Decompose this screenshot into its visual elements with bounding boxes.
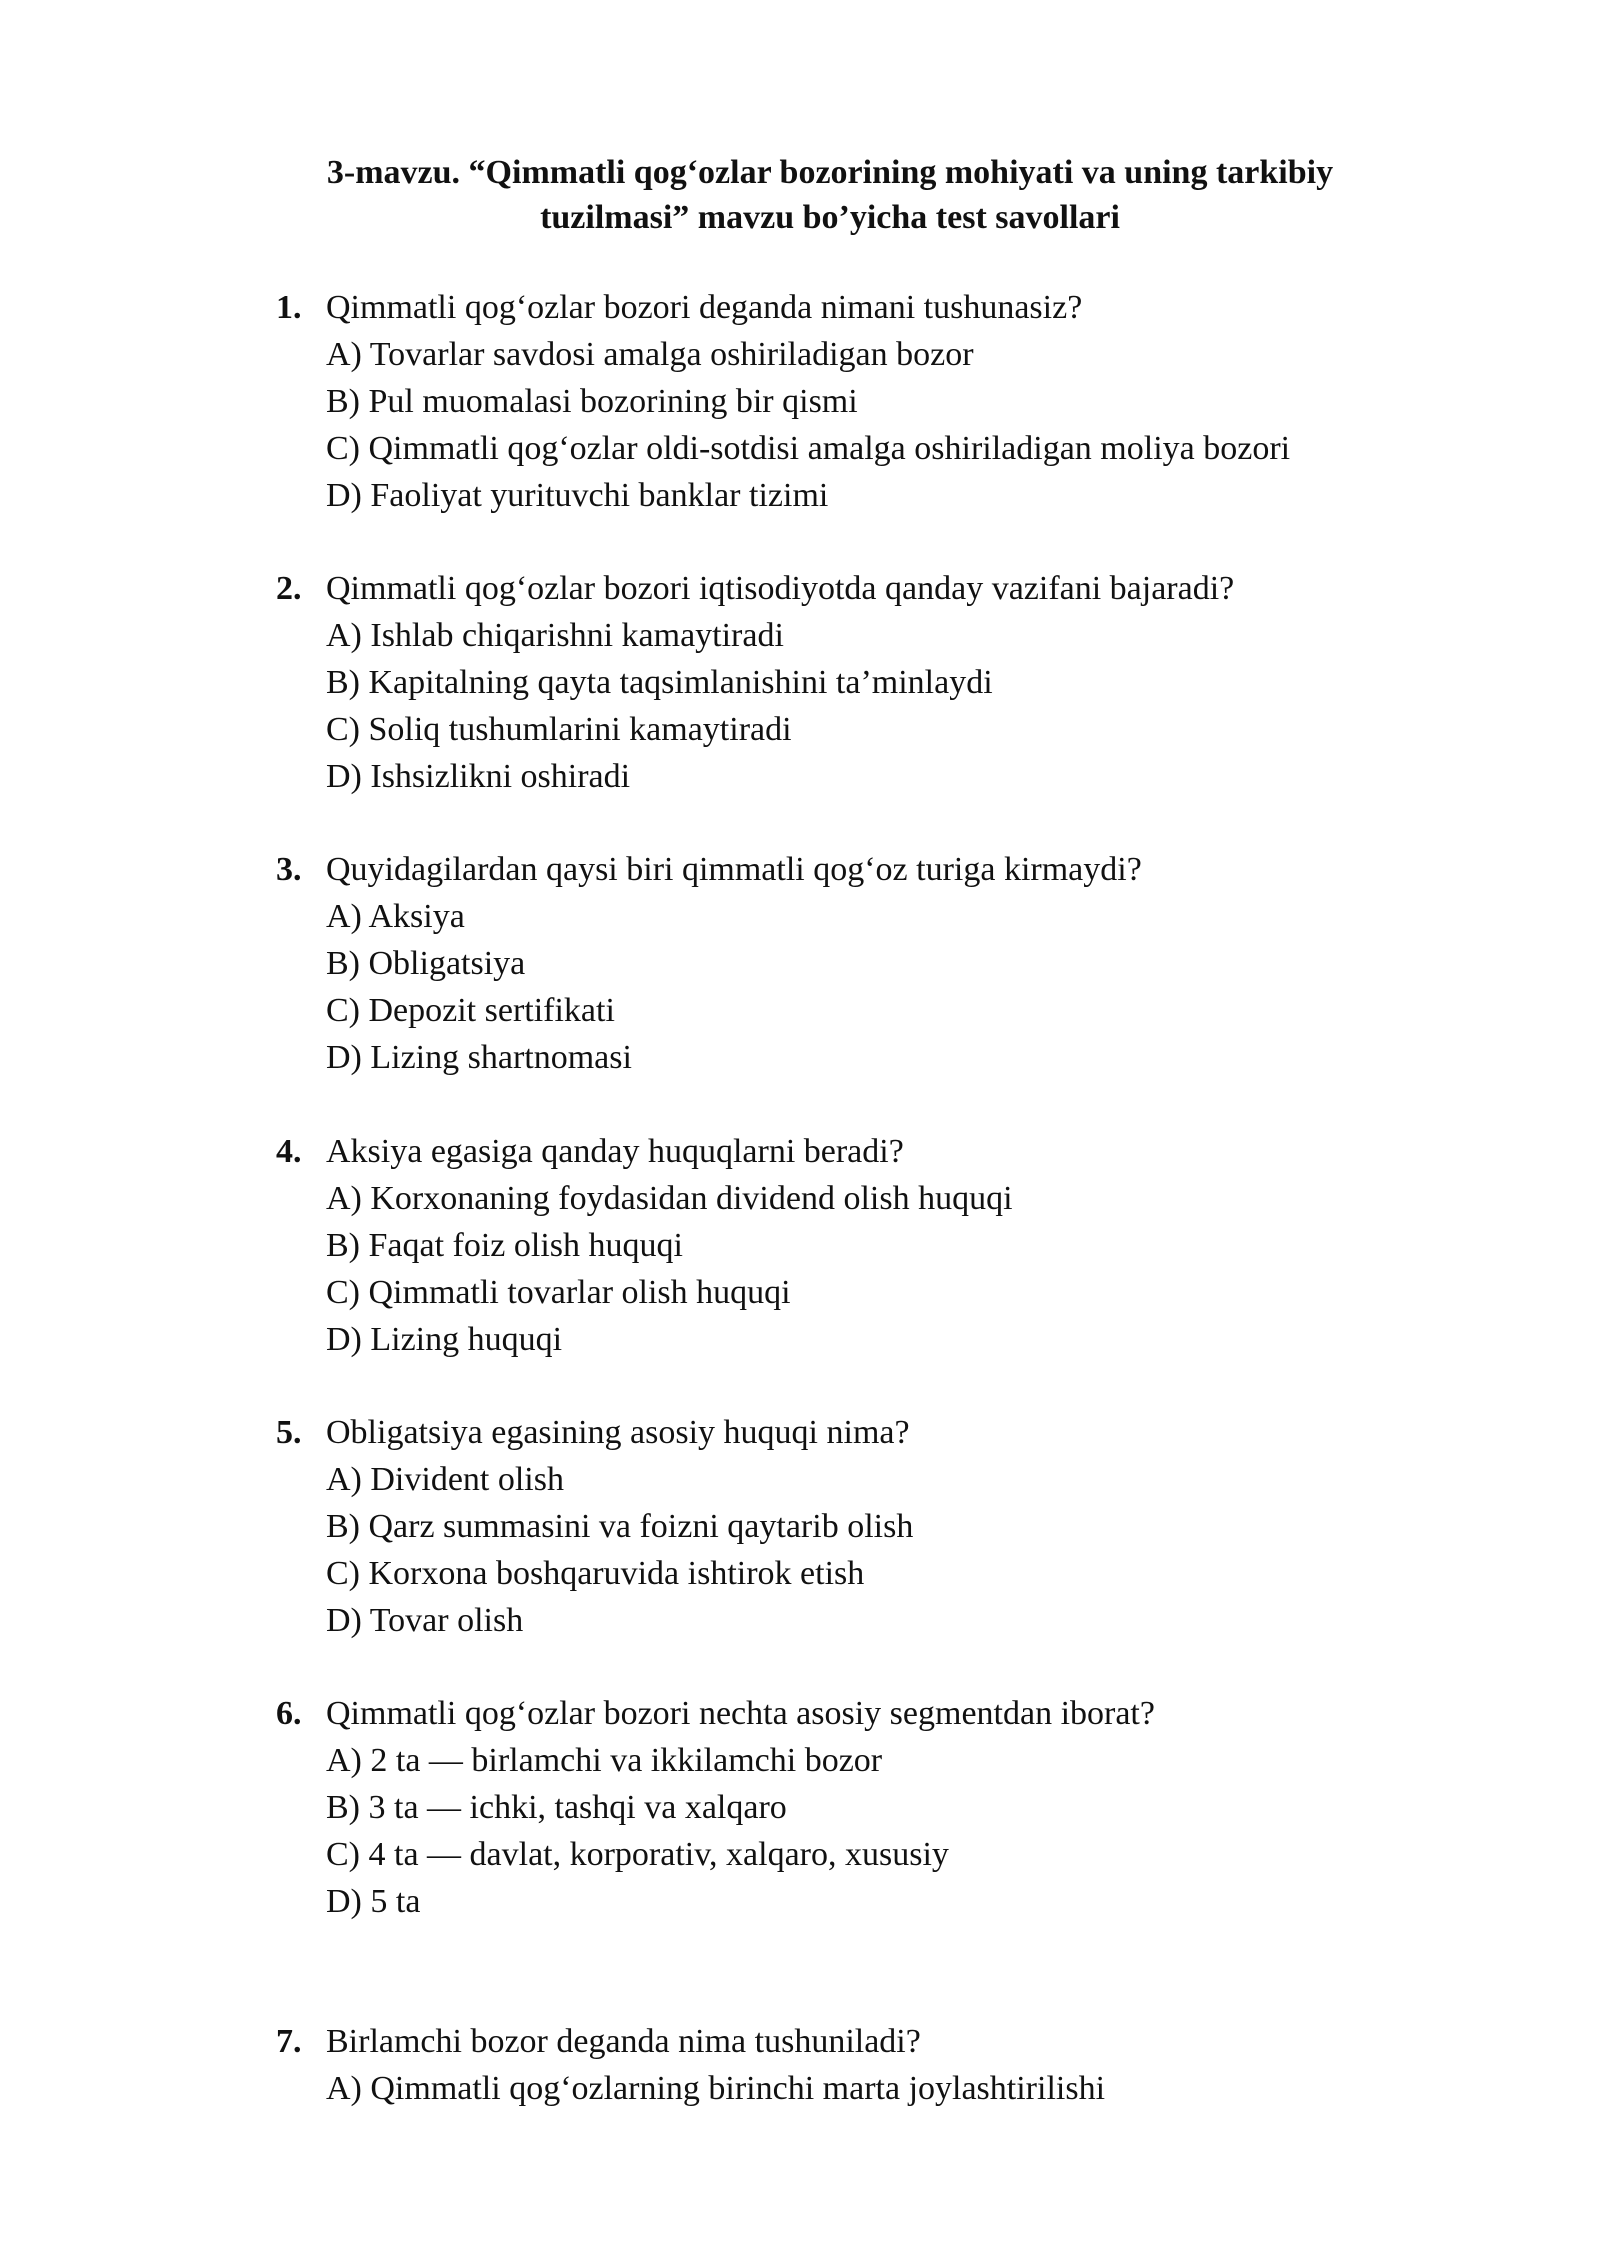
answer-option-a: A) Qimmatli qog‘ozlarning birinchi marta joylashtirilishi xyxy=(326,2070,1106,2107)
answer-option-d: D) Lizing shartnomasi xyxy=(326,1039,632,1076)
question-number: 1. xyxy=(276,289,302,326)
question-number: 5. xyxy=(276,1414,302,1451)
question-text: Qimmatli qog‘ozlar bozori iqtisodiyotda qanday vazifani bajaradi? xyxy=(326,570,1235,607)
answer-option-a: A) Ishlab chiqarishni kamaytiradi xyxy=(326,617,784,654)
question-5 xyxy=(276,1409,1476,1644)
question-number: 3. xyxy=(276,851,302,888)
question-number: 6. xyxy=(276,1695,302,1732)
answer-option-d: D) Tovar olish xyxy=(326,1602,524,1639)
answer-option-a: A) Korxonaning foydasidan dividend olish huquqi xyxy=(326,1180,1013,1217)
answer-option-a: A) 2 ta — birlamchi va ikkilamchi bozor xyxy=(326,1742,883,1779)
question-number: 4. xyxy=(276,1133,302,1170)
answer-option-b: B) Pul muomalasi bozorining bir qismi xyxy=(326,383,858,420)
title-line-1: 3-mavzu. “Qimmatli qog‘ozlar bozorining mohiyati va uning tarkibiy xyxy=(326,154,1334,191)
answer-option-c: C) Depozit sertifikati xyxy=(326,992,615,1029)
answer-option-a: A) Divident olish xyxy=(326,1461,564,1498)
question-number: 7. xyxy=(276,2023,302,2060)
question-text: Obligatsiya egasining asosiy huquqi nima? xyxy=(326,1414,910,1451)
question-text: Qimmatli qog‘ozlar bozori nechta asosiy segmentdan iborat? xyxy=(326,1695,1155,1732)
answer-option-d: D) Faoliyat yurituvchi banklar tizimi xyxy=(326,477,829,514)
answer-option-c: C) Qimmatli qog‘ozlar oldi-sotdisi amalga oshiriladigan moliya bozori xyxy=(326,430,1291,467)
question-number: 2. xyxy=(276,570,302,607)
answer-option-b: B) Qarz summasini va foizni qaytarib olish xyxy=(326,1508,914,1545)
question-3 xyxy=(276,846,1476,1081)
answer-option-b: B) Obligatsiya xyxy=(326,945,526,982)
answer-option-a: A) Tovarlar savdosi amalga oshiriladigan bozor xyxy=(326,336,974,373)
answer-option-b: B) Faqat foiz olish huquqi xyxy=(326,1227,683,1264)
question-6 xyxy=(276,1690,1476,1925)
question-text: Aksiya egasiga qanday huquqlarni beradi? xyxy=(326,1133,904,1170)
answer-option-c: C) Soliq tushumlarini kamaytiradi xyxy=(326,711,792,748)
question-4 xyxy=(276,1128,1476,1363)
answer-option-c: C) 4 ta — davlat, korporativ, xalqaro, xususiy xyxy=(326,1836,949,1873)
title-line-2: tuzilmasi” mavzu bo’yicha test savollari xyxy=(540,199,1120,236)
question-text: Birlamchi bozor deganda nima tushuniladi? xyxy=(326,2023,921,2060)
answer-option-c: C) Qimmatli tovarlar olish huquqi xyxy=(326,1274,791,1311)
question-text: Quyidagilardan qaysi biri qimmatli qog‘oz turiga kirmaydi? xyxy=(326,851,1142,888)
answer-option-d: D) 5 ta xyxy=(326,1883,421,1920)
question-2 xyxy=(276,565,1476,800)
document-title xyxy=(260,150,1400,240)
answer-option-a: A) Aksiya xyxy=(326,898,465,935)
question-text: Qimmatli qog‘ozlar bozori deganda nimani tushunasiz? xyxy=(326,289,1083,326)
answer-option-d: D) Lizing huquqi xyxy=(326,1321,563,1358)
question-1 xyxy=(276,284,1476,519)
question-7 xyxy=(276,2018,1476,2112)
answer-option-c: C) Korxona boshqaruvida ishtirok etish xyxy=(326,1555,865,1592)
answer-option-d: D) Ishsizlikni oshiradi xyxy=(326,758,631,795)
answer-option-b: B) 3 ta — ichki, tashqi va xalqaro xyxy=(326,1789,787,1826)
answer-option-b: B) Kapitalning qayta taqsimlanishini ta’minlaydi xyxy=(326,664,993,701)
